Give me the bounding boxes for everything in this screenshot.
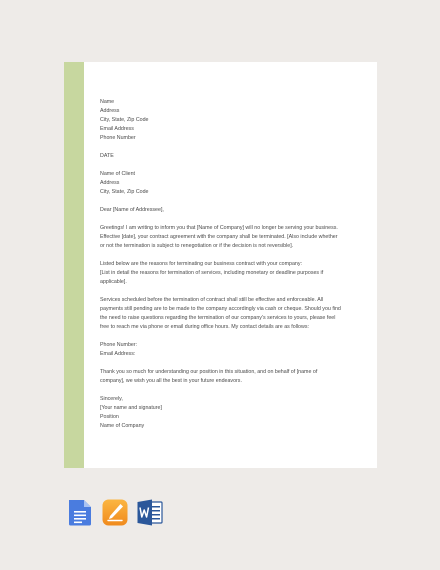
paragraph-2-detail: [List in detail the reasons for termination of services, including monetary or deadline purposes if applicable]. (100, 270, 324, 285)
contact-phone: Phone Number: (100, 342, 138, 348)
closing-block (100, 395, 342, 431)
ms-word-icon[interactable] (137, 499, 163, 526)
client-address: Address (100, 180, 120, 186)
client-block (100, 170, 342, 197)
closing-sincerely: Sincerely, (100, 396, 123, 402)
paragraph-1: Greetings! I am writing to inform you that [Name of Company] will no longer be serving your business. Effective [date], your contract agreement with the company shall be terminated. [Also include whether or not the termination is subject to renegotiation or if the decision is not reversible]. (100, 225, 338, 249)
paragraph-2-intro: Listed below are the reasons for terminating our business contract with your company: (100, 261, 302, 267)
google-docs-icon[interactable] (67, 499, 93, 526)
letter-date: DATE (100, 153, 114, 159)
document-page (64, 62, 377, 468)
apple-pages-icon[interactable] (102, 499, 128, 526)
salutation: Dear [Name of Addressee], (100, 207, 164, 213)
sender-block (100, 98, 342, 143)
sender-city: City, State, Zip Code (100, 117, 149, 123)
paragraph-4: Thank you so much for understanding our position in this situation, and on behalf of [name of company], we wish you all the best in your future endeavors. (100, 369, 318, 384)
sender-email: Email Address (100, 126, 134, 132)
sender-phone: Phone Number (100, 135, 136, 141)
sender-name: Name (100, 99, 115, 105)
paragraph-2 (100, 260, 342, 287)
client-city: City, State, Zip Code (100, 189, 149, 195)
closing-signature: [Your name and signature] (100, 405, 162, 411)
closing-position: Position (100, 414, 119, 420)
sender-address: Address (100, 108, 120, 114)
contact-block (100, 341, 342, 359)
accent-bar (64, 62, 84, 468)
closing-company: Name of Company (100, 423, 145, 429)
letter-body (100, 98, 342, 440)
contact-email: Email Address: (100, 351, 136, 357)
client-name: Name of Client (100, 171, 136, 177)
paragraph-3: Services scheduled before the termination of contract shall still be effective and enforceable. All payments still pending are to be made to the company accordingly via cash or cheque. Should you find the need to raise questions regarding the termination of our company's services to yours, please feel free to reach me via phone or email during office hours. My contact details are as follows: (100, 297, 341, 330)
